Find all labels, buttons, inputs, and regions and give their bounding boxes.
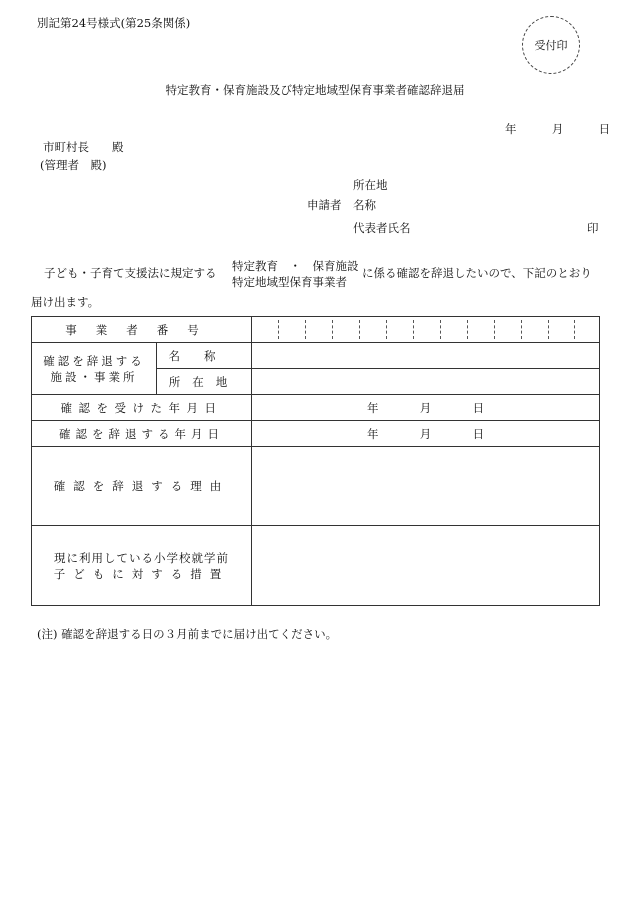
footnote: (注) 確認を辞退する日の３月前までに届け出てください。 [37, 627, 338, 641]
applicant-representative-label: 代表者氏名 [353, 221, 411, 235]
page-title: 特定教育・保育施設及び特定地域型保育事業者確認辞退届 [165, 83, 465, 97]
date-month: 月 [551, 122, 564, 136]
confirmed-day: 日 [472, 400, 485, 415]
withdraw-year: 年 [366, 426, 379, 441]
reason-label: 確認を辞退する理由 [32, 447, 252, 526]
stamp-label: 受付印 [534, 39, 568, 52]
withdraw-day: 日 [472, 426, 485, 441]
facility-location-field[interactable] [252, 369, 600, 395]
date-day: 日 [598, 122, 611, 136]
withdraw-month: 月 [419, 426, 432, 441]
table-row [32, 343, 600, 369]
confirmed-month: 月 [419, 400, 432, 415]
withdraw-date-field[interactable] [252, 421, 600, 447]
confirmed-date-label: 確認を受けた年月日 [32, 395, 252, 421]
measures-label: 現に利用している小学校就学前 子どもに対する措置 [32, 526, 252, 606]
facility-name-field[interactable] [252, 343, 600, 369]
addressee-manager: (管理者 殿) [40, 158, 107, 172]
business-number-field[interactable] [252, 317, 600, 343]
reception-stamp [522, 16, 580, 74]
body-option-facility: 特定教育 ・ 保育施設 [232, 259, 359, 273]
withdraw-date-label: 確認を辞退する年月日 [32, 421, 252, 447]
declaration-table [31, 316, 600, 606]
applicant-location-label: 所在地 [353, 178, 388, 192]
confirmed-year: 年 [366, 400, 379, 415]
body-text-prefix: 子ども・子育て支援法に規定する [44, 266, 217, 280]
seal-mark: 印 [587, 221, 599, 235]
table-row [32, 447, 600, 526]
table-row [32, 526, 600, 606]
confirmed-date-field[interactable] [252, 395, 600, 421]
addressee-mayor: 市町村長 殿 [43, 140, 124, 154]
facility-name-label: 名称 [157, 343, 252, 369]
table-row [32, 395, 600, 421]
table-row [32, 421, 600, 447]
date-year: 年 [505, 122, 517, 136]
facility-label: 確認を辞退する 施設・事業所 [32, 343, 157, 395]
business-number-label: 事業者番号 [32, 317, 252, 343]
measures-field[interactable] [252, 526, 600, 606]
applicant-name-label: 名称 [353, 198, 376, 212]
facility-location-label: 所在地 [157, 369, 252, 395]
body-text-suffix: に係る確認を辞退したいので、下記のとおり [362, 266, 592, 280]
table-row [32, 317, 600, 343]
form-id: 別記第24号様式(第25条関係) [37, 16, 191, 30]
reason-field[interactable] [252, 447, 600, 526]
submission-date[interactable] [505, 121, 610, 137]
body-text-line2: 届け出ます。 [31, 295, 100, 309]
body-option-business: 特定地域型保育事業者 [232, 275, 347, 289]
applicant-label: 申請者 [307, 198, 342, 212]
